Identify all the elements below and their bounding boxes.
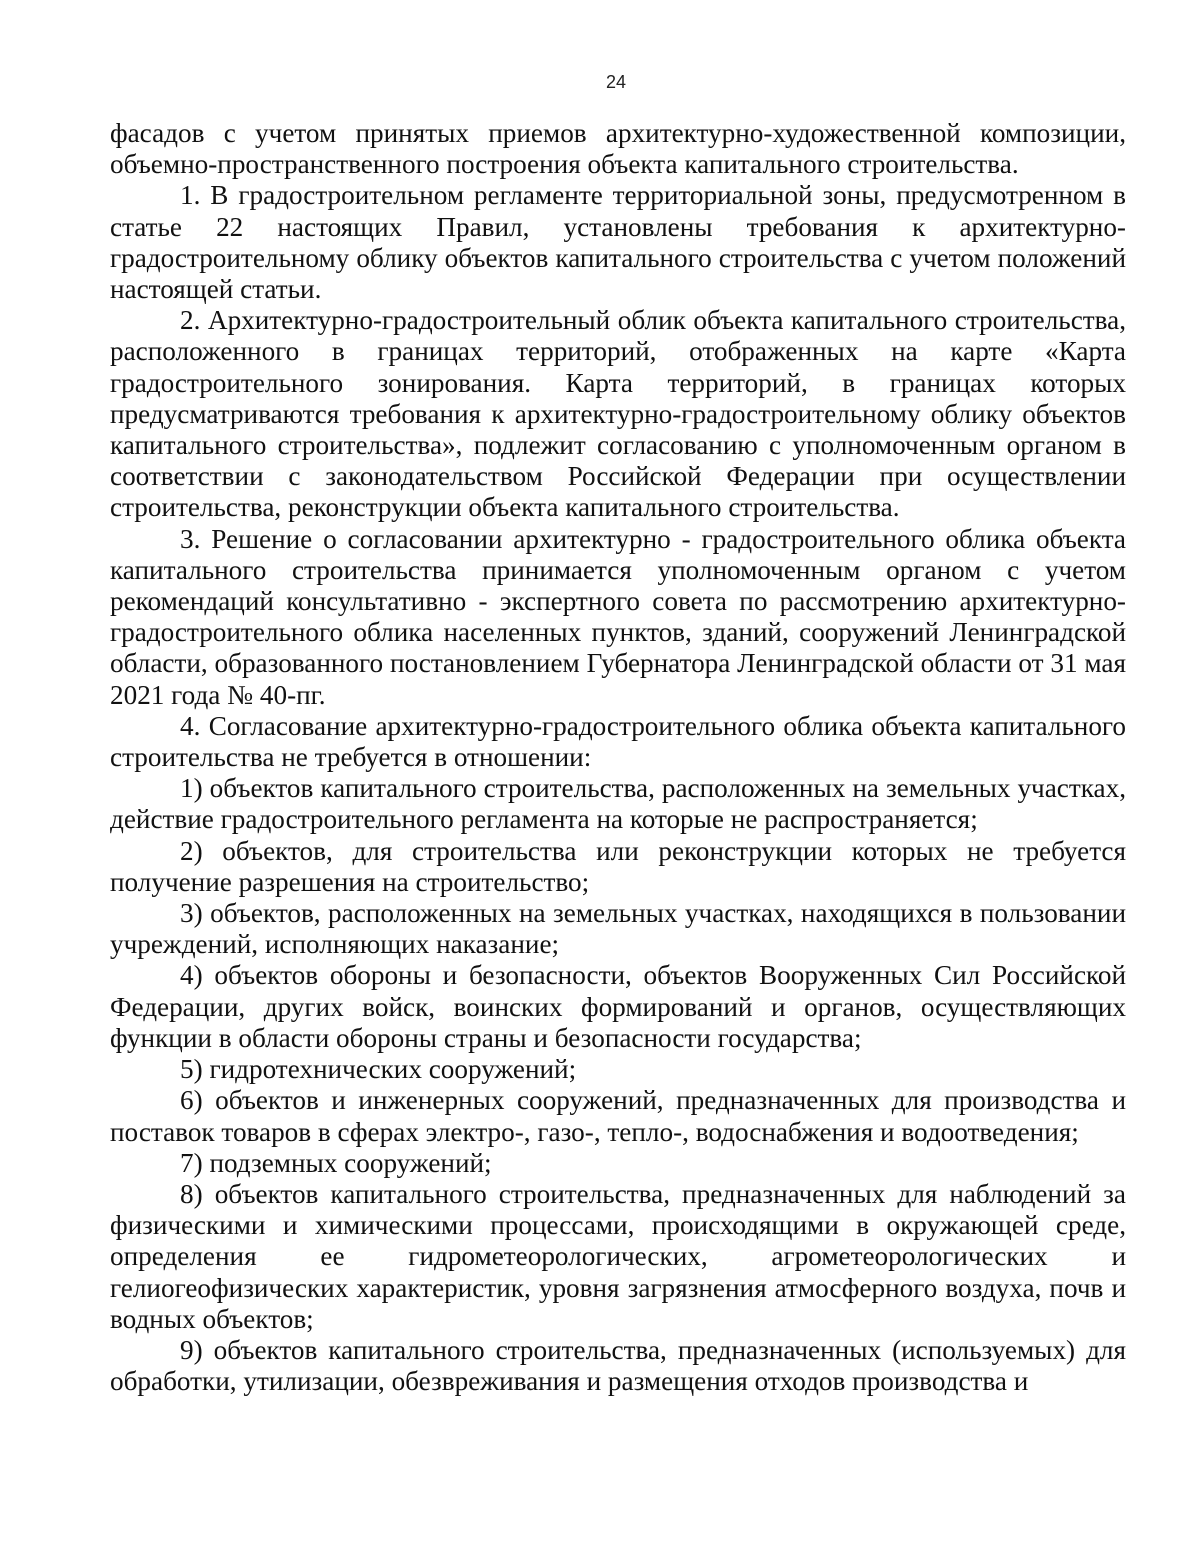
list-item-7: 7) подземных сооружений; [180,1147,492,1178]
paragraph-item-2: 2. Архитектурно-градостроительный облик объекта капитального строительства, расположенного в границах территорий, отображенных на карте «Карта градостроительного зонирования. Карта территорий, в границах которых предусматриваются требования к архитектурно-градостроительному облику объектов капитального строительства», подлежит согласованию с уполномоченным органом в соответствии с законодательством Российской Федерации при осуществлении строительства, реконструкции объекта капитального строительства. [110,305,1126,523]
paragraph-continuation: фасадов с учетом принятых приемов архитектурно-художественной композиции, объемно-пространственного построения объекта капитального строительства. [110,118,1126,180]
list-item-8: 8) объектов капитального строительства, предназначенных для наблюдений за физическими и химическими процессами, происходящими в окружающей среде, определения ее гидрометеорологических, агрометеорологических и гелиогеофизических характеристик, уровня загрязнения атмосферного воздуха, почв и водных объектов; [110,1178,1126,1334]
paragraph-item-3: 3. Решение о согласовании архитектурно - градостроительного облика объекта капитального строительства принимается уполномоченным органом с учетом рекомендаций консультативно - экспертного совета по рассмотрению архитектурно-градостроительного облика населенных пунктов, зданий, сооружений Ленинградской области, образованного постановлением Губернатора Ленинградской области от 31 мая 2021 года № 40-пг. [110,523,1126,710]
document-body [110,118,1126,1397]
paragraph-item-4: 4. Согласование архитектурно-градостроительного облика объекта капитального строительства не требуется в отношении: [110,710,1126,773]
list-item-6: 6) объектов и инженерных сооружений, предназначенных для производства и поставок товаров в сферах электро-, газо-, тепло-, водоснабжения и водоотведения; [110,1085,1126,1147]
list-item-4: 4) объектов обороны и безопасности, объектов Вооруженных Сил Российской Федерации, других войск, воинских формирований и органов, осуществляющих функции в области обороны страны и безопасности государства; [110,960,1126,1053]
list-item-9: 9) объектов капитального строительства, предназначенных (используемых) для обработки, утилизации, обезвреживания и размещения отходов производства и [110,1334,1126,1397]
list-item-1: 1) объектов капитального строительства, расположенных на земельных участках, действие градостроительного регламента на которые не распространяется; [110,773,1126,835]
list-item-3: 3) объектов, расположенных на земельных участках, находящихся в пользовании учреждений, исполняющих наказание; [110,898,1126,960]
list-item-2: 2) объектов, для строительства или реконструкции которых не требуется получение разрешения на строительство; [110,835,1126,897]
list-item-5: 5) гидротехнических сооружений; [180,1054,577,1085]
page-number: 24 [605,72,627,92]
paragraph-item-1: 1. В градостроительном регламенте территориальной зоны, предусмотренном в статье 22 настоящих Правил, установлены требования к архитектурно-градостроительному облику объектов капитального строительства с учетом положений настоящей статьи. [110,180,1126,305]
